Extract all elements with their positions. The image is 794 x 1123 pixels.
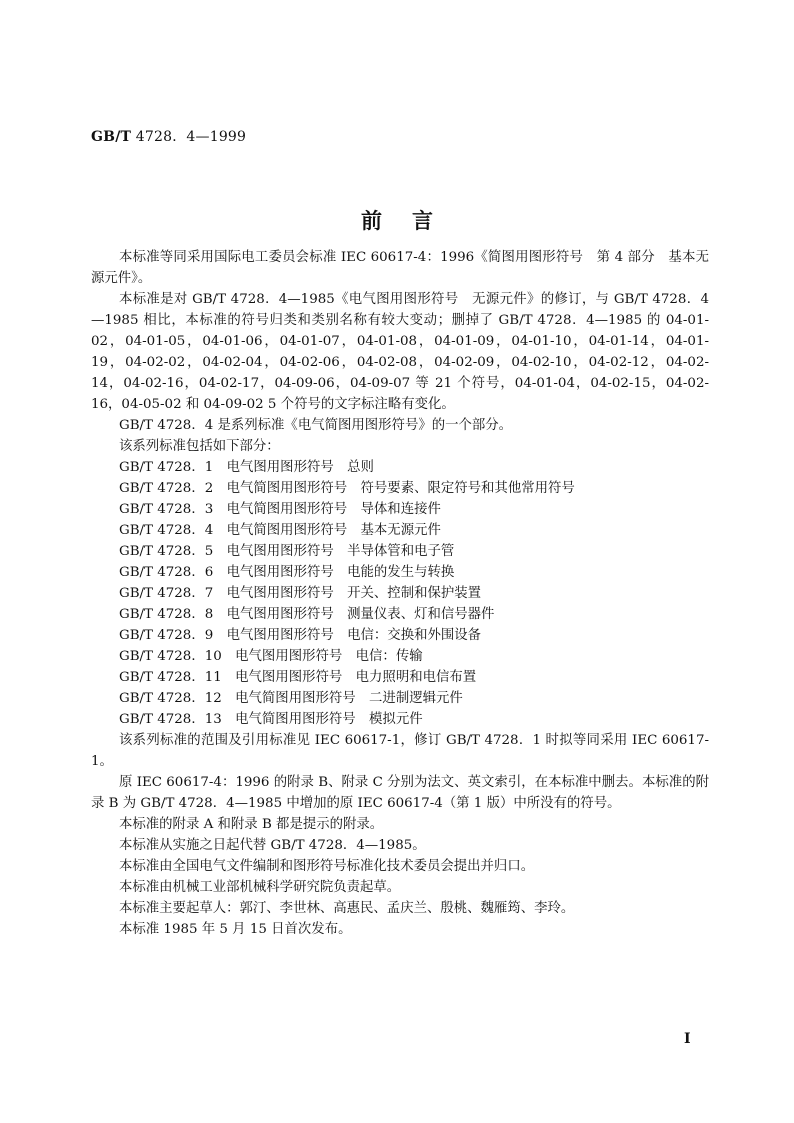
list-item: GB/T 4728．11 电气图用图形符号 电力照明和电信布置 [119, 670, 477, 685]
paragraph: 该系列标准包括如下部分： [119, 439, 280, 454]
paragraph: 该系列标准的范围及引用标准见 IEC 60617-1，修订 GB/T 4728．1 时拟等同采用 IEC 60617-1。 [91, 733, 709, 769]
paragraph: 本标准 1985 年 5 月 15 日首次发布。 [119, 922, 352, 937]
list-item: GB/T 4728．1 电气图用图形符号 总则 [119, 460, 374, 475]
list-item: GB/T 4728．7 电气图用图形符号 开关、控制和保护装置 [119, 586, 482, 601]
list-item: GB/T 4728．5 电气图用图形符号 半导体管和电子管 [119, 544, 455, 559]
list-item: GB/T 4728．2 电气简图用图形符号 符号要素、限定符号和其他常用符号 [119, 481, 575, 496]
page-title: 前言 [361, 208, 463, 233]
list-item: GB/T 4728．8 电气图用图形符号 测量仪表、灯和信号器件 [119, 607, 495, 622]
paragraph: 本标准是对 GB/T 4728．4—1985《电气图用图形符号 无源元件》的修订，与 GB/T 4728．4—1985 相比，本标准的符号归类和类别名称有较大变动；删掉了 GB/T 4728．4—1985 的 04-01-02，04-01-05，04-01-06，04-01-07，04-01-08，04-01-09，04-01-10，04-01-14，04-01-19，04-02-02，04-02-04，04-02-06，04-02-08，04-02-09，04-02-10，04-02-12，04-02-14，04-02-16，04-02-17，04-09-06，04-09-07 等 21 个符号，04-01-04，04-02-15，04-02-16，04-05-02 和 04-09-02 5 个符号的文字标注略有变化。 [91, 292, 709, 412]
standard-code: GB/T [91, 129, 132, 145]
page-number: Ⅰ [684, 1031, 691, 1047]
paragraph: 本标准主要起草人：郭汀、李世林、高惠民、孟庆兰、殷桃、魏雁筠、李玲。 [119, 901, 575, 916]
document-header [91, 126, 246, 146]
paragraph: 本标准的附录 A 和附录 B 都是提示的附录。 [119, 817, 384, 832]
list-item: GB/T 4728．4 电气简图用图形符号 基本无源元件 [119, 523, 441, 538]
paragraph: 原 IEC 60617-4：1996 的附录 B、附录 C 分别为法文、英文索引，在本标准中删去。本标准的附录 B 为 GB/T 4728．4—1985 中增加的原 IEC 60617-4（第 1 版）中所没有的符号。 [91, 775, 709, 811]
list-item: GB/T 4728．6 电气图用图形符号 电能的发生与转换 [119, 565, 455, 580]
list-item: GB/T 4728．12 电气简图用图形符号 二进制逻辑元件 [119, 691, 463, 706]
list-item: GB/T 4728．9 电气图用图形符号 电信：交换和外围设备 [119, 628, 482, 643]
list-item: GB/T 4728．13 电气简图用图形符号 模拟元件 [119, 712, 423, 727]
foreword-body [91, 247, 709, 940]
standard-number: 4728．4—1999 [135, 129, 247, 145]
paragraph: 本标准从实施之日起代替 GB/T 4728．4—1985。 [119, 838, 426, 853]
list-item: GB/T 4728．3 电气简图用图形符号 导体和连接件 [119, 502, 441, 517]
paragraph: 本标准等同采用国际电工委员会标准 IEC 60617-4：1996《简图用图形符号 第 4 部分 基本无源元件》。 [91, 250, 709, 286]
paragraph: 本标准由全国电气文件编制和图形符号标准化技术委员会提出并归口。 [119, 859, 535, 874]
paragraph: GB/T 4728．4 是系列标准《电气简图用图形符号》的一个部分。 [119, 418, 513, 433]
paragraph: 本标准由机械工业部机械科学研究院负责起草。 [119, 880, 401, 895]
list-item: GB/T 4728．10 电气图用图形符号 电信：传输 [119, 649, 423, 664]
